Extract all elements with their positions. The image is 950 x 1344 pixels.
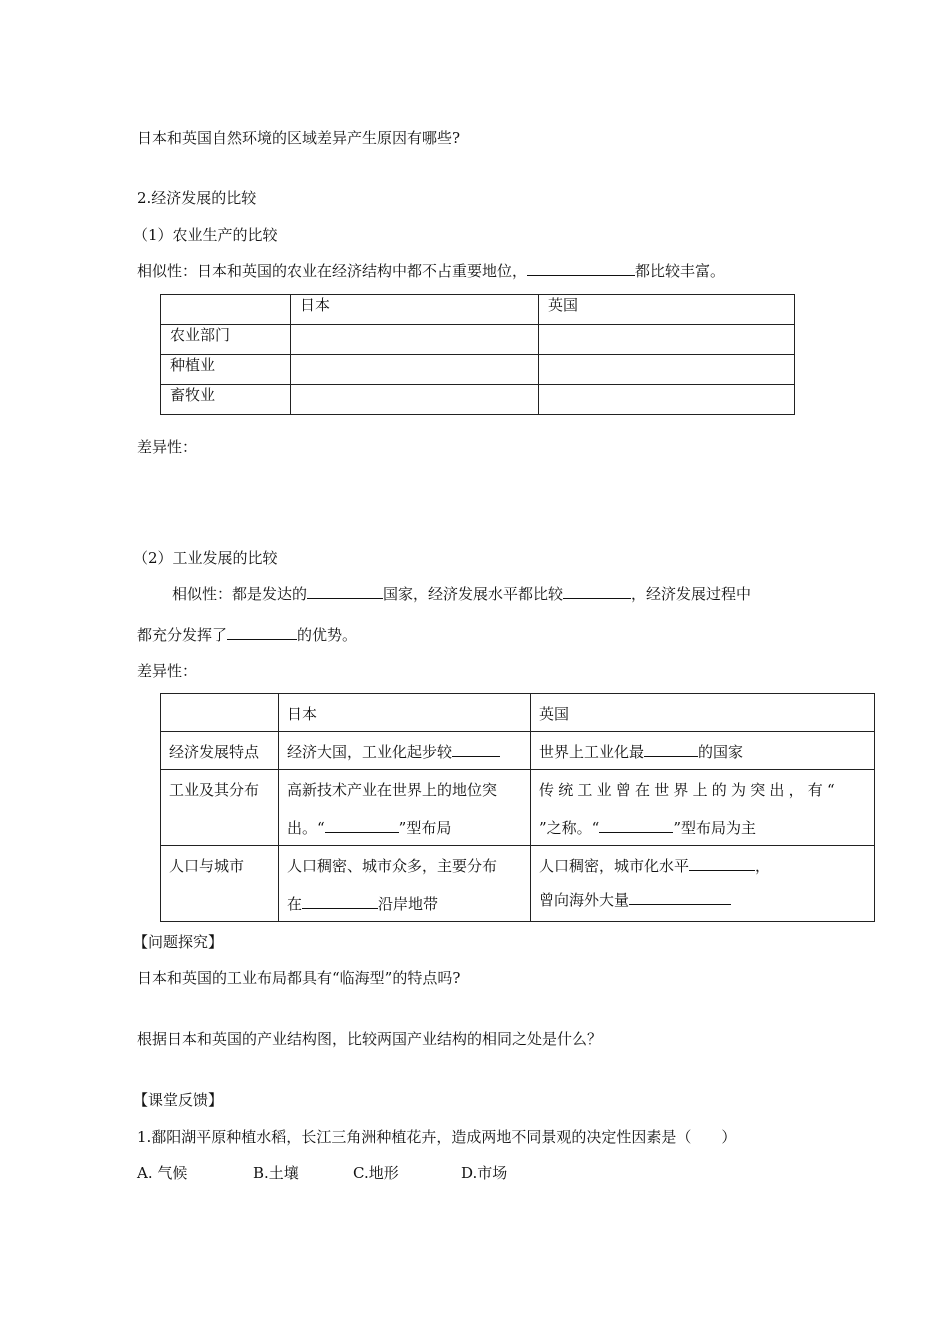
cell-line: [539, 856, 866, 876]
table-header-cell: 日本: [279, 694, 531, 732]
text: 高新技术产业在世界上的地位突: [287, 781, 498, 799]
blank-field[interactable]: [629, 890, 731, 905]
agri-similarity-suffix: 都比较丰富。: [635, 262, 726, 280]
option-c[interactable]: C.地形: [353, 1164, 399, 1182]
table-cell[interactable]: [539, 355, 795, 385]
table-row: [161, 295, 795, 325]
industry-table: [160, 693, 875, 922]
table-cell: [279, 770, 531, 846]
row-label: 工业及其分布: [161, 770, 279, 846]
text: 都充分发挥了: [137, 626, 228, 644]
text: 出。“: [287, 819, 325, 837]
text: 在: [287, 895, 303, 913]
table-header-cell: 英国: [531, 694, 875, 732]
cell-line: [539, 890, 866, 910]
table-row: [161, 770, 875, 846]
text: ，经济发展过程中: [631, 585, 752, 603]
table-row: [161, 355, 795, 385]
text: ”型布局: [398, 819, 452, 837]
blank-field[interactable]: [599, 818, 673, 833]
option-d[interactable]: D.市场: [461, 1164, 508, 1182]
section-2-title: 2.经济发展的比较: [137, 189, 257, 207]
cell-line: [287, 894, 522, 914]
industry-title: （2）工业发展的比较: [133, 549, 278, 567]
option-a[interactable]: A. 气候: [137, 1164, 188, 1182]
text: 的优势。: [297, 626, 358, 644]
text: 经济大国，工业化起步较: [287, 743, 453, 761]
text: 国家，经济发展水平都比较: [383, 585, 564, 603]
inquiry-q1: 日本和英国的工业布局都具有“临海型”的特点吗?: [137, 969, 461, 987]
text: 的国家: [698, 743, 744, 761]
blank-field[interactable]: [563, 584, 631, 599]
table-row: [161, 325, 795, 355]
cell-line: [287, 818, 522, 838]
blank-field[interactable]: [527, 261, 635, 276]
question-region-diff: 日本和英国自然环境的区域差异产生原因有哪些?: [137, 129, 461, 147]
table-cell: [279, 846, 531, 922]
table-header-cell: 日本: [291, 295, 539, 325]
inquiry-q2: 根据日本和英国的产业结构图，比较两国产业结构的相同之处是什么？: [137, 1030, 603, 1048]
table-cell[interactable]: [291, 325, 539, 355]
text: 沿岸地带: [378, 895, 439, 913]
cell-line: [539, 818, 866, 838]
table-row: [161, 385, 795, 415]
text: 传统工业曾在世界上的为突出，有“: [539, 781, 839, 799]
table-row: [161, 732, 875, 770]
blank-field[interactable]: [689, 856, 755, 871]
row-label: 种植业: [161, 355, 291, 385]
blank-field[interactable]: [302, 894, 378, 909]
table-cell[interactable]: [291, 355, 539, 385]
table-cell[interactable]: [539, 385, 795, 415]
feedback-q1: 1.鄱阳湖平原种植水稻，长江三角洲种植花卉，造成两地不同景观的决定性因素是（ ）: [137, 1128, 737, 1146]
inquiry-heading: 【问题探究】: [133, 933, 224, 951]
table-header-cell: [161, 295, 291, 325]
blank-field[interactable]: [644, 742, 698, 757]
option-b[interactable]: B.土壤: [253, 1164, 299, 1182]
row-label: 经济发展特点: [161, 732, 279, 770]
text: 相似性：都是发达的: [172, 585, 308, 603]
table-header-cell: 英国: [539, 295, 795, 325]
table-row: [161, 846, 875, 922]
table-header-cell: [161, 694, 279, 732]
blank-field[interactable]: [227, 625, 297, 640]
industry-similarity-1: [172, 584, 751, 604]
agri-similarity-prefix: 相似性：日本和英国的农业在经济结构中都不占重要地位，: [137, 262, 528, 280]
table-cell: [279, 732, 531, 770]
table-cell[interactable]: [539, 325, 795, 355]
row-label: 农业部门: [161, 325, 291, 355]
agri-similarity: [137, 261, 725, 281]
text: ”型布局为主: [673, 819, 757, 837]
table-row: [161, 694, 875, 732]
table-cell: [531, 846, 875, 922]
text: 曾向海外大量: [539, 891, 630, 909]
text: ，: [755, 857, 771, 875]
row-label: 人口与城市: [161, 846, 279, 922]
blank-field[interactable]: [325, 818, 399, 833]
text: 人口稠密、城市众多，主要分布: [287, 857, 498, 875]
row-label: 畜牧业: [161, 385, 291, 415]
industry-diff-label: 差异性：: [137, 662, 198, 680]
table-cell[interactable]: [291, 385, 539, 415]
agri-table: [160, 294, 795, 415]
industry-similarity-2: [137, 625, 357, 645]
text: ”之称。“: [539, 819, 600, 837]
feedback-heading: 【课堂反馈】: [133, 1091, 224, 1109]
text: 世界上工业化最: [539, 743, 645, 761]
text: 人口稠密，城市化水平: [539, 857, 690, 875]
table-cell: [531, 770, 875, 846]
agri-title: （1）农业生产的比较: [133, 226, 278, 244]
blank-field[interactable]: [452, 742, 500, 757]
agri-diff-label: 差异性：: [137, 438, 198, 456]
blank-field[interactable]: [307, 584, 383, 599]
table-cell: [531, 732, 875, 770]
